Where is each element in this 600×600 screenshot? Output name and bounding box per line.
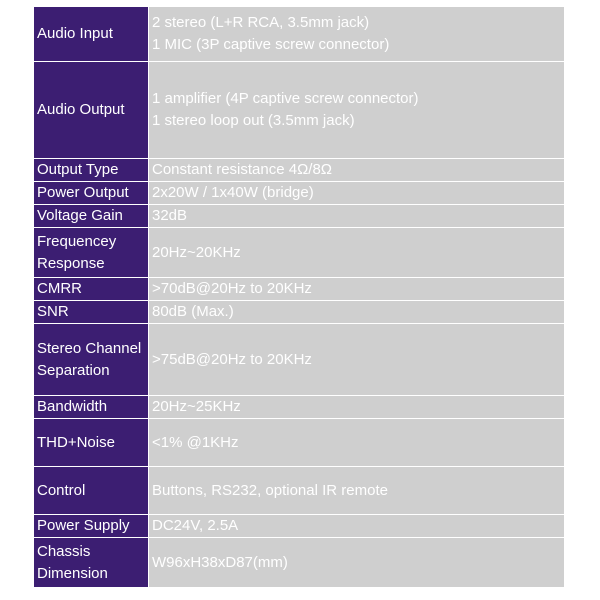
- spec-label: SNR: [34, 301, 149, 324]
- spec-label: Power Supply: [34, 515, 149, 538]
- spec-value: [149, 205, 565, 228]
- spec-value: [149, 419, 565, 467]
- spec-row-power-output: [34, 182, 565, 205]
- spec-value-line: 20Hz~25KHz: [152, 398, 241, 415]
- specifications-table: [33, 6, 565, 588]
- spec-label: Control: [34, 467, 149, 515]
- spec-row-voltage-gain: [34, 205, 565, 228]
- spec-value-line: 1 MIC (3P captive screw connector): [152, 36, 390, 53]
- spec-value-line: 20Hz~20KHz: [152, 243, 241, 261]
- spec-value-line: 1 stereo loop out (3.5mm jack): [152, 112, 355, 129]
- spec-row-frequency-response: [34, 228, 565, 278]
- spec-value: [149, 538, 565, 588]
- spec-label: Audio Input: [34, 7, 149, 62]
- spec-value: [149, 62, 565, 159]
- spec-row-bandwidth: [34, 396, 565, 419]
- spec-value: [149, 301, 565, 324]
- spec-label: Bandwidth: [34, 396, 149, 419]
- spec-value-line: Buttons, RS232, optional IR remote: [152, 481, 388, 499]
- spec-value-line: 32dB: [152, 207, 188, 224]
- spec-label: Frequencey Response: [34, 228, 149, 278]
- spec-value-line: >70dB@20Hz to 20KHz: [152, 280, 312, 297]
- spec-label: Audio Output: [34, 62, 149, 159]
- spec-row-snr: [34, 301, 565, 324]
- spec-label: Stereo Channel Separation: [34, 324, 149, 396]
- spec-value: [149, 278, 565, 301]
- spec-row-cmrr: [34, 278, 565, 301]
- spec-value-line: Constant resistance 4Ω/8Ω: [152, 161, 333, 178]
- spec-label: Voltage Gain: [34, 205, 149, 228]
- spec-value: [149, 324, 565, 396]
- spec-row-stereo-channel-separation: [34, 324, 565, 396]
- spec-row-audio-output: [34, 62, 565, 159]
- spec-row-power-supply: [34, 515, 565, 538]
- spec-value: [149, 515, 565, 538]
- spec-label: Output Type: [34, 159, 149, 182]
- spec-value-line: W96xH38xD87(mm): [152, 553, 288, 571]
- spec-value: [149, 228, 565, 278]
- spec-label: THD+Noise: [34, 419, 149, 467]
- spec-row-control: [34, 467, 565, 515]
- spec-row-audio-input: [34, 7, 565, 62]
- spec-value: [149, 7, 565, 62]
- spec-row-thd-noise: [34, 419, 565, 467]
- spec-value: [149, 159, 565, 182]
- spec-value-line: 1 amplifier (4P captive screw connector): [152, 90, 419, 107]
- spec-value-line: 2x20W / 1x40W (bridge): [152, 184, 314, 201]
- spec-value: [149, 182, 565, 205]
- spec-value-line: DC24V, 2.5A: [152, 517, 239, 534]
- spec-value-line: <1% @1KHz: [152, 433, 239, 451]
- spec-value-line: >75dB@20Hz to 20KHz: [152, 350, 312, 368]
- spec-value-line: 80dB (Max.): [152, 303, 234, 320]
- spec-label: CMRR: [34, 278, 149, 301]
- spec-label: Chassis Dimension: [34, 538, 149, 588]
- spec-value: [149, 467, 565, 515]
- spec-row-output-type: [34, 159, 565, 182]
- spec-value: [149, 396, 565, 419]
- spec-label: Power Output: [34, 182, 149, 205]
- spec-row-chassis-dimension: [34, 538, 565, 588]
- spec-value-line: 2 stereo (L+R RCA, 3.5mm jack): [152, 14, 370, 31]
